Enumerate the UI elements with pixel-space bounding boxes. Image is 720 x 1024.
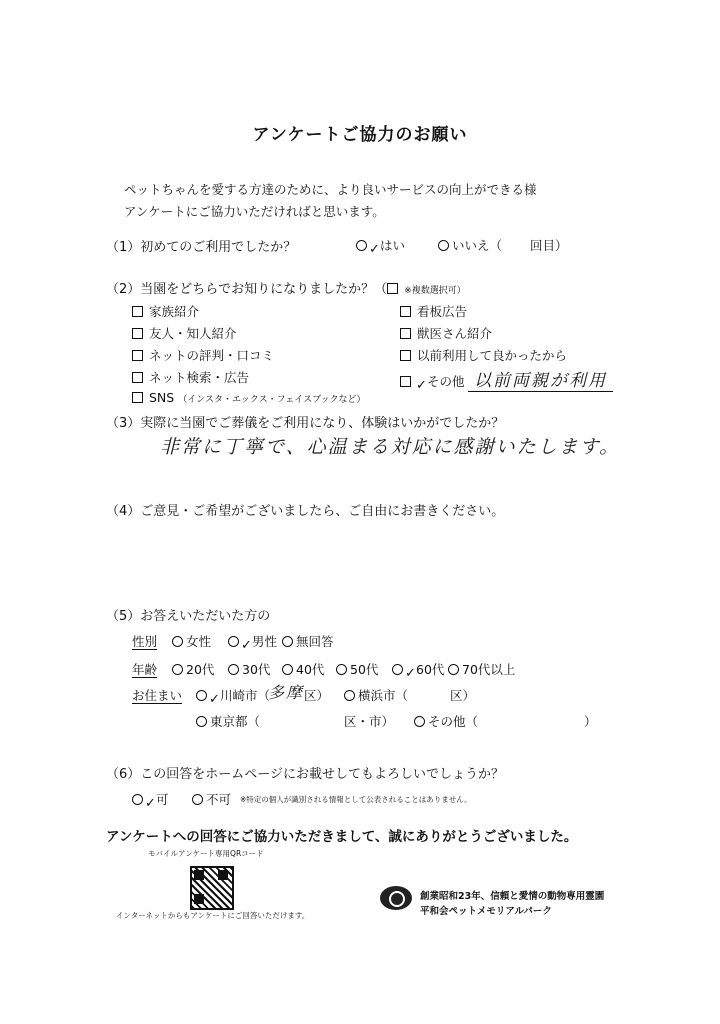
- q5-label: （5）お答えいただいた方の: [106, 609, 271, 624]
- kawasaki-ward-handwritten[interactable]: 多摩: [268, 683, 305, 702]
- radio[interactable]: [172, 636, 183, 647]
- q2-option-signboard[interactable]: [400, 302, 467, 320]
- address-other-end: ）: [584, 714, 597, 729]
- radio[interactable]: [392, 664, 403, 675]
- q2-option-label: ネットの評判・口コミ: [149, 348, 275, 363]
- radio[interactable]: [228, 664, 239, 675]
- radio[interactable]: [228, 636, 239, 647]
- park-logo-icon: [380, 886, 412, 910]
- intro-line-1: ペットちゃんを愛する方達のために、より良いサービスの向上ができる様: [124, 182, 537, 197]
- org-tagline: 創業昭和23年、信頼と愛情の動物専用霊園: [420, 891, 605, 902]
- qr-code[interactable]: [190, 866, 234, 910]
- q1-no-label: いいえ（: [452, 238, 503, 253]
- q3-handwritten-answer[interactable]: 非常に丁寧で、心温まる対応に感謝いたします。: [160, 436, 621, 458]
- radio[interactable]: [196, 716, 207, 727]
- radio[interactable]: [448, 664, 459, 675]
- radio[interactable]: [414, 716, 425, 727]
- radio[interactable]: [344, 690, 355, 701]
- q2-label: [106, 278, 466, 297]
- checkbox[interactable]: [132, 372, 143, 383]
- q2-option-label: その他: [427, 374, 465, 389]
- q2-option-label: 以前利用して良かったから: [417, 348, 568, 363]
- q2-option-other[interactable]: [400, 372, 465, 390]
- tokyo-ward-end: 区・市）: [344, 714, 395, 729]
- q6-ng-label: 不可: [206, 792, 232, 807]
- q6-ng-option[interactable]: [192, 790, 231, 808]
- q2-option-search[interactable]: [132, 368, 249, 386]
- address-tokyo[interactable]: [196, 712, 260, 730]
- q1-no-radio[interactable]: [438, 240, 449, 251]
- checkbox[interactable]: [132, 350, 143, 361]
- q6-note: ※特定の個人が識別される情報として公表されることはありません。: [240, 795, 472, 804]
- q2-option-label: 友人・知人紹介: [149, 326, 237, 341]
- q2-option-vet[interactable]: [400, 324, 492, 342]
- q2-sns-note: （インスタ・エックス・フェイスブックなど）: [178, 395, 366, 405]
- age-option-label: 40代: [296, 662, 325, 677]
- q2-label-text: （2）当園をどちらでお知りになりましたか？（: [106, 282, 388, 297]
- checkbox[interactable]: [400, 376, 411, 387]
- checkbox[interactable]: [400, 350, 411, 361]
- age-30s[interactable]: [228, 660, 270, 678]
- q2-other-handwritten[interactable]: 以前両親が利用: [468, 366, 613, 392]
- address-option-label: 横浜市（: [358, 688, 409, 703]
- thanks-message: アンケートへの回答にご協力いただきまして、誠にありがとうございました。: [106, 829, 578, 845]
- age-option-label: 50代: [350, 662, 379, 677]
- q2-option-review[interactable]: [132, 346, 274, 364]
- q4-label: （4）ご意見・ご希望がございましたら、ご自由にお書きください。: [106, 504, 505, 519]
- checkbox[interactable]: [400, 306, 411, 317]
- checkbox[interactable]: [400, 328, 411, 339]
- gender-male[interactable]: [228, 632, 277, 650]
- radio[interactable]: [282, 636, 293, 647]
- address-yokohama[interactable]: [344, 686, 408, 704]
- yokohama-ward-end: 区）: [450, 688, 476, 703]
- gender-option-label: 男性: [252, 634, 278, 649]
- checkbox[interactable]: [132, 328, 143, 339]
- radio[interactable]: [282, 664, 293, 675]
- q6-ok-label: 可: [156, 792, 169, 807]
- q2-option-friend[interactable]: [132, 324, 237, 342]
- radio[interactable]: [192, 794, 203, 805]
- gender-female[interactable]: [172, 632, 211, 650]
- radio[interactable]: [172, 664, 183, 675]
- q2-option-previous[interactable]: [400, 346, 567, 364]
- age-option-label: 20代: [186, 662, 215, 677]
- radio[interactable]: [336, 664, 347, 675]
- q2-note-checkbox: [387, 283, 398, 294]
- address-other[interactable]: [414, 712, 478, 730]
- qr-footer: インターネットからもアンケートにご回答いただけます。: [116, 911, 310, 920]
- q2-option-label: SNS: [149, 390, 175, 405]
- q2-option-label: 獣医さん紹介: [417, 326, 493, 341]
- age-20s[interactable]: [172, 660, 214, 678]
- address-option-label: 川崎市（: [220, 688, 271, 703]
- q2-option-sns[interactable]: [132, 390, 366, 405]
- q2-option-label: ネット検索・広告: [149, 370, 250, 385]
- age-70s[interactable]: [448, 660, 515, 678]
- address-kawasaki[interactable]: [196, 686, 270, 704]
- address-label: お住まい: [132, 688, 183, 703]
- q2-option-label: 家族紹介: [149, 304, 200, 319]
- qr-caption: モバイルアンケート専用QRコード: [148, 849, 264, 858]
- kawasaki-ward-end: 区）: [304, 688, 330, 703]
- q2-note: ※複数選択可）: [404, 286, 466, 296]
- q1-yes-option[interactable]: [356, 236, 405, 254]
- age-60s[interactable]: [392, 660, 444, 678]
- q1-times-label: 回目）: [530, 238, 568, 253]
- q2-option-family[interactable]: [132, 302, 199, 320]
- address-option-label: その他（: [428, 714, 479, 729]
- radio[interactable]: [196, 690, 207, 701]
- age-option-label: 70代以上: [462, 662, 516, 677]
- age-option-label: 30代: [242, 662, 271, 677]
- q6-ok-option[interactable]: [132, 790, 169, 808]
- gender-option-label: 女性: [186, 634, 212, 649]
- intro-line-2: アンケートにご協力いただければと思います。: [124, 204, 385, 219]
- q2-option-label: 看板広告: [417, 304, 468, 319]
- q3-label: （3）実際に当園でご葬儀をご利用になり、体験はいかがでしたか？: [106, 416, 505, 431]
- age-40s[interactable]: [282, 660, 324, 678]
- q1-yes-label: はい: [380, 238, 406, 253]
- age-label: 年齢: [132, 662, 158, 677]
- checkbox[interactable]: [132, 392, 143, 403]
- age-option-label: 60代: [416, 662, 445, 677]
- q1-label: （1）初めてのご利用でしたか？: [106, 240, 297, 255]
- page-title: アンケートご協力のお願い: [252, 125, 468, 145]
- checkbox[interactable]: [132, 306, 143, 317]
- gender-label: 性別: [132, 634, 158, 649]
- q6-label: （6）この回答をホームページにお載せしてもよろしいでしょうか？: [106, 767, 505, 782]
- radio[interactable]: [132, 794, 143, 805]
- q1-yes-radio[interactable]: [356, 240, 367, 251]
- gender-none[interactable]: [282, 632, 334, 650]
- address-option-label: 東京都（: [210, 714, 261, 729]
- q1-no-option[interactable]: [438, 236, 502, 254]
- gender-option-label: 無回答: [296, 634, 334, 649]
- age-50s[interactable]: [336, 660, 378, 678]
- org-name: 平和会ペットメモリアルパーク: [420, 906, 552, 917]
